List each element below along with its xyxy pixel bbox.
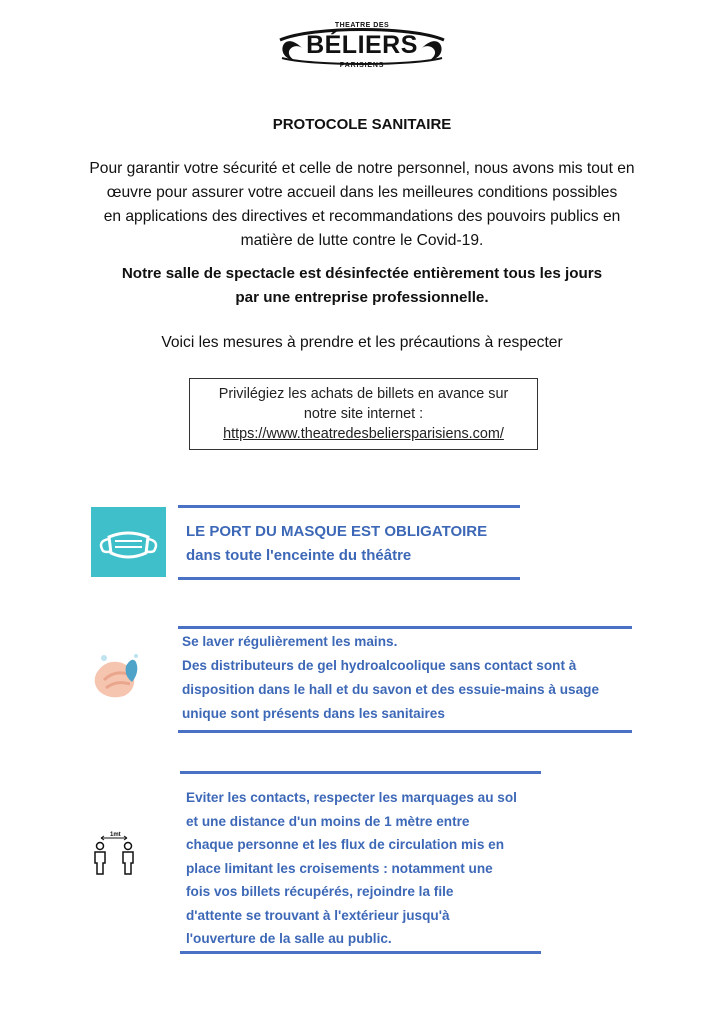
ticket-box-line: notre site internet : [303, 406, 424, 422]
hands-section-text [182, 630, 632, 726]
note-line: Notre salle de spectacle est désinfectée entièrement tous les jours [121, 265, 603, 282]
intro-line: Pour garantir votre sécurité et celle de notre personnel, nous avons mis tout en [89, 160, 635, 177]
disinfection-note [40, 262, 684, 310]
distance-line: et une distance d'un moins de 1 mètre entre [186, 813, 470, 829]
intro-line: en applications des directives et recommandations des pouvoirs publics en [103, 208, 621, 225]
divider [180, 951, 541, 954]
hands-line: Se laver régulièrement les mains. [182, 634, 398, 649]
theatre-logo [272, 18, 452, 76]
intro-line: œuvre pour assurer votre accueil dans les meilleures conditions possibles [106, 184, 618, 201]
hands-line: unique sont présents dans les sanitaires [182, 706, 445, 721]
distance-line: d'attente se trouvant à l'extérieur jusqu'à [186, 907, 450, 923]
intro-line: matière de lutte contre le Covid-19. [240, 232, 484, 249]
page-title: PROTOCOLE SANITAIRE [272, 116, 452, 133]
face-mask-icon [91, 507, 166, 577]
mask-section-text [186, 520, 526, 568]
distance-label: 1mt [110, 832, 121, 838]
hand-wash-icon [90, 650, 146, 706]
distance-line: l'ouverture de la salle au public. [186, 931, 392, 946]
ticket-box-line: Privilégiez les achats de billets en avance sur [218, 386, 509, 402]
note-line: par une entreprise professionnelle. [235, 289, 489, 306]
divider [178, 505, 520, 508]
divider [178, 730, 632, 733]
website-link[interactable]: https://www.theatredesbeliersparisiens.com/ [223, 426, 504, 442]
divider [178, 577, 520, 580]
measures-intro: Voici les mesures à prendre et les précautions à respecter [161, 334, 563, 351]
distance-line: place limitant les croisements : notamment une [186, 860, 493, 876]
ticket-box [189, 378, 538, 450]
distance-section-text [186, 786, 546, 951]
logo-main-text: BÉLIERS [306, 31, 418, 59]
divider [180, 771, 541, 774]
divider [178, 626, 632, 629]
social-distance-icon [91, 828, 137, 876]
mask-line: LE PORT DU MASQUE EST OBLIGATOIRE [186, 523, 488, 540]
distance-line: Eviter les contacts, respecter les marquages au sol [186, 790, 517, 805]
logo-top-text: THEATRE DES [334, 22, 390, 29]
hands-line: disposition dans le hall et du savon et des essuie-mains à usage [182, 682, 599, 697]
logo-sub-text: PARISIENS [339, 62, 385, 69]
hands-line: Des distributeurs de gel hydroalcoolique sans contact sont à [182, 658, 577, 673]
mask-line: dans toute l'enceinte du théâtre [186, 547, 412, 564]
intro-paragraph [40, 157, 684, 253]
distance-line: fois vos billets récupérés, rejoindre la file [186, 884, 454, 899]
distance-line: chaque personne et les flux de circulation mis en [186, 837, 505, 852]
